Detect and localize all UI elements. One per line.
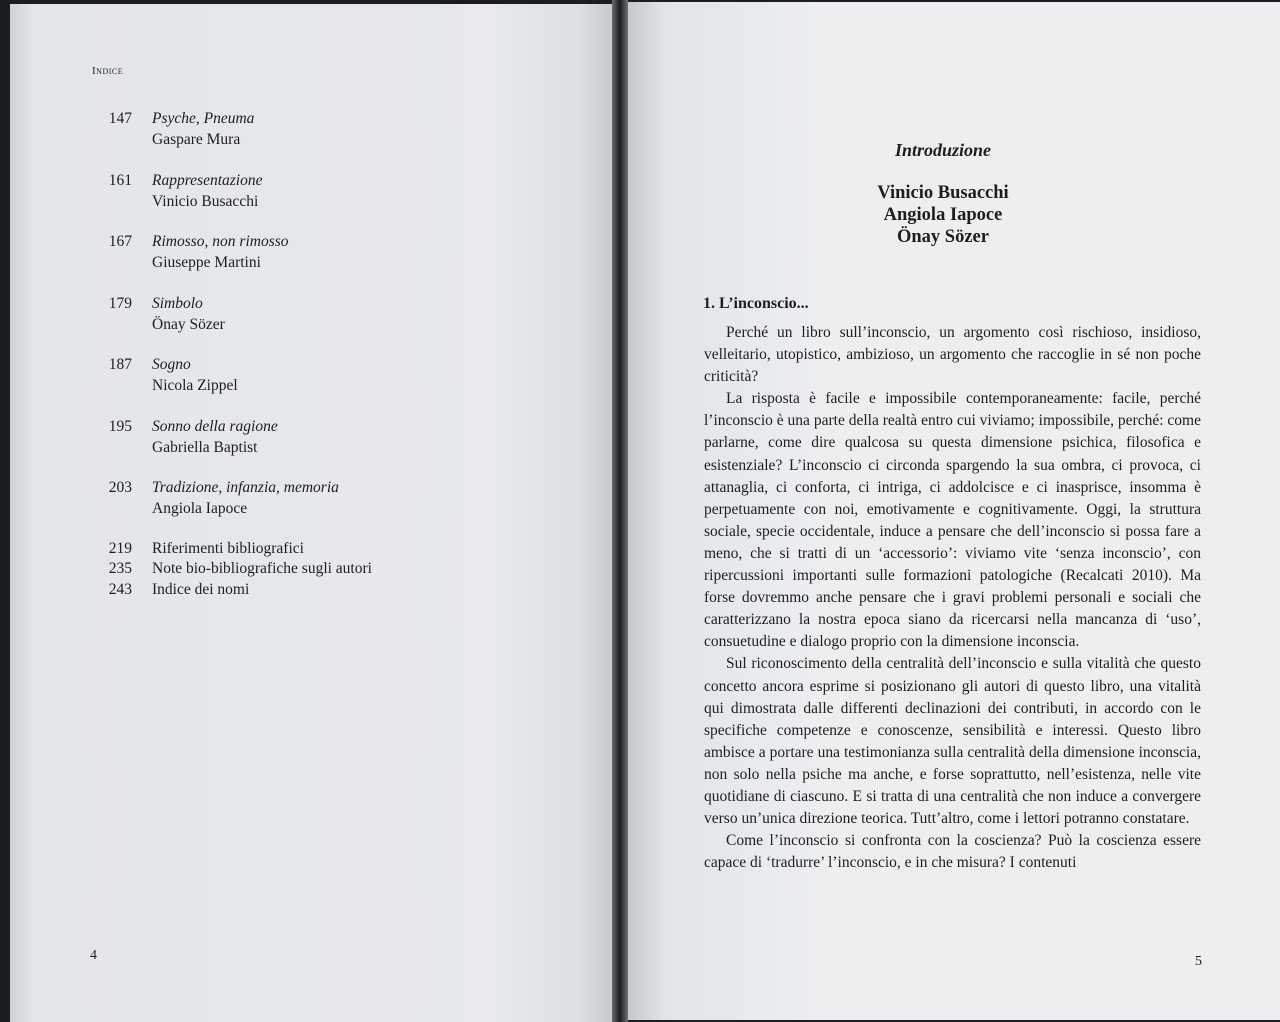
toc-entry-title: Sogno [152, 356, 191, 373]
chapter-authors [700, 182, 1186, 248]
author-name: Vinicio Busacchi [877, 183, 1009, 203]
toc-entry-author: Nicola Zippel [152, 377, 238, 394]
section-title: 1. L’inconscio... [703, 295, 809, 312]
author-name: Angiola Iapoce [883, 205, 1003, 225]
page-number-left: 4 [90, 948, 97, 963]
toc-page-number: 147 [108, 110, 132, 127]
toc-page-number: 161 [108, 171, 132, 189]
toc-entry-title: Sonno della ragione [152, 417, 278, 435]
toc-entry-author: Önay Sözer [152, 315, 225, 333]
toc-page-number: 243 [108, 580, 132, 598]
toc-entry-title: Psyche, Pneuma [152, 110, 255, 127]
author-name: Önay Sözer [897, 227, 989, 247]
toc-entry-title: Note bio-bibliografiche sugli autori [152, 560, 372, 578]
toc-page-number: 235 [108, 560, 132, 578]
toc-page-number: 203 [108, 479, 132, 496]
toc-entry-title: Indice dei nomi [152, 580, 250, 598]
running-head: Indice [92, 65, 124, 77]
toc-page-number: 179 [108, 294, 132, 312]
toc-page-number: 219 [108, 540, 132, 557]
toc-entry-author: Gabriella Baptist [152, 438, 258, 456]
toc-page-number: 187 [108, 356, 132, 373]
paragraph: Perché un libro sull’inconscio, un argomento così rischioso, insidioso, velleitario, utopistico, ambizioso, un argomento che raccoglie in sé non poche criticità? [704, 324, 1201, 386]
toc-entry-title: Rappresentazione [152, 171, 263, 189]
toc-entry-title: Riferimenti bibliografici [152, 540, 304, 557]
toc-entry-author: Angiola Iapoce [152, 500, 248, 517]
paragraph: La risposta è facile e impossibile contemporaneamente: facile, perché l’inconscio è una parte della realtà entro cui viviamo; impossibile, perché: come parlarne, come dire qualcosa su questa dimensione psichica, filosofica e esistenziale? L’inconscio ci circonda spargendo la sua ombra, ci provoca, ci attanaglia, ci conforta, ci intriga, ci addolcisce e ci inasprisce, insomma è perpetuamente con noi, emotivamente e cognitivamente. Oggi, la struttura sociale, specie occidentale, induce a pensare che dell’inconscio si possa fare a meno, che si tratti di un ‘accessorio’: viviamo vite ‘senza inconscio’, con ripercussioni importanti sulle formazioni patologiche (Recalcati 2010). Ma forse dovremmo anche pensare che i gravi problemi personali e sociali che caratterizzano la nostra epoca siano da ricercarsi nella mancanza di ‘uso’, consuetudine e dialogo proprio con la dimensione inconscia. [704, 390, 1201, 651]
toc-entry-title: Simbolo [152, 294, 203, 312]
toc-entry-title: Rimosso, non rimosso [152, 233, 289, 250]
toc-entry-author: Gaspare Mura [152, 131, 241, 148]
body-text [704, 322, 1201, 874]
paragraph: Come l’inconscio si confronta con la coscienza? Può la coscienza essere capace di ‘tradurre’ l’inconscio, e in che misura? I contenuti [704, 832, 1201, 872]
paragraph: Sul riconoscimento della centralità dell’inconscio e sulla vitalità che questo concetto ancora esprime si posizionano gli autori di questo libro, una vitalità qui dimostrata dalle differenti declinazioni dei contributi, in accordo con le specifiche competenze e conoscenze, sensibilità e interessi. Questo libro ambisce a portare una testimonianza sulla centralità della dimensione inconscia, non solo nella psiche ma anche, e forse soprattutto, nell’esistenza, nelle vite quotidiane di ciascuno. E si tratta di una centralità che non induce a convergere verso un’unica direzione teorica. Tutt’altro, come i lettori potranno constatare. [704, 655, 1201, 828]
toc-entry-author: Giuseppe Martini [152, 254, 261, 271]
toc-page-number: 195 [108, 417, 132, 435]
page-number-right: 5 [1195, 954, 1202, 969]
toc-entry-title: Tradizione, infanzia, memoria [152, 479, 339, 496]
toc-entry-author: Vinicio Busacchi [152, 192, 259, 210]
chapter-heading: Introduzione [894, 140, 992, 160]
toc-page-number: 167 [108, 233, 132, 250]
